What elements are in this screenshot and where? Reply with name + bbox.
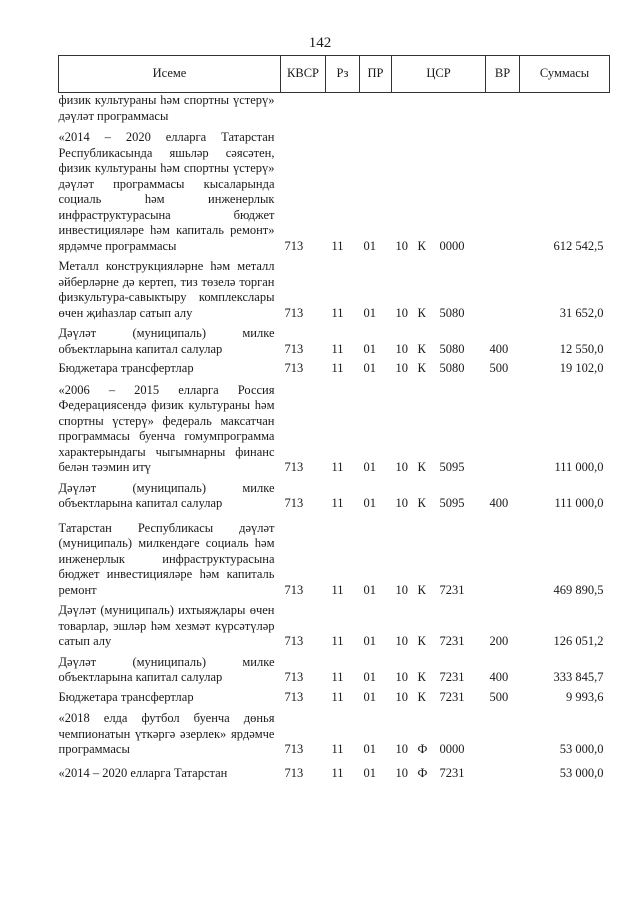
row-tsr-subprogram: К <box>417 305 426 320</box>
table-row <box>59 476 610 512</box>
row-tsr-direction: 5095 <box>439 496 465 510</box>
row-kvsr: 713 <box>284 670 304 684</box>
row-kvsr: 713 <box>284 305 304 320</box>
budget-table <box>58 55 610 781</box>
row-tsr-program: 10 <box>395 361 408 375</box>
row-vr: 400 <box>489 670 509 684</box>
header-pr: ПР <box>360 56 392 93</box>
header-tsr: ЦСР <box>392 56 486 93</box>
row-rz: 11 <box>331 496 344 510</box>
table-row <box>59 512 610 599</box>
row-kvsr: 713 <box>284 689 304 704</box>
table-row <box>59 321 610 357</box>
row-vr <box>486 705 520 758</box>
row-pr: 01 <box>363 496 376 510</box>
row-kvsr: 713 <box>284 742 304 756</box>
row-tsr-subprogram: К <box>417 670 426 684</box>
row-name: Дәүләт (муниципаль) милке объектларына капитал салулар <box>58 326 275 356</box>
row-tsr-direction: 5080 <box>439 305 465 320</box>
row-rz: 11 <box>331 670 344 684</box>
table-row <box>59 124 610 254</box>
row-vr: 200 <box>489 634 509 648</box>
row-kvsr <box>281 93 326 125</box>
row-pr: 01 <box>363 460 376 474</box>
row-vr <box>486 377 520 476</box>
table-row <box>59 377 610 476</box>
table-row <box>59 650 610 686</box>
row-sum: 612 542,5 <box>553 238 604 253</box>
row-kvsr: 713 <box>284 238 304 253</box>
row-name: «2006 – 2015 елларга Россия Федерациясендә физик культураны һәм спортны үстерү» федераль максатчан программасы буенча гомумпрограмма характерындагы чыгымнарны финанс белән тәэмин итү <box>58 382 275 474</box>
row-tsr-program: 10 <box>395 582 408 597</box>
row-name: «2018 елда футбол буенча дөнья чемпионатын үткәргә әзерлек» ярдәмче программасы <box>58 711 275 756</box>
row-sum: 31 652,0 <box>559 305 604 320</box>
row-vr: 500 <box>489 361 509 375</box>
row-pr: 01 <box>363 582 376 597</box>
row-rz: 11 <box>331 341 344 356</box>
row-tsr-program: 10 <box>395 689 408 704</box>
row-vr <box>486 758 520 782</box>
row-name: Дәүләт (муниципаль) ихтыяҗлары өчен товарлар, эшләр һәм хезмәт күрсәтүләр сатып алу <box>58 603 275 648</box>
row-tsr-direction: 0000 <box>439 238 465 253</box>
row-tsr-direction: 5095 <box>439 460 465 474</box>
row-rz: 11 <box>331 460 344 474</box>
table-header-row <box>59 56 610 93</box>
row-sum: 9 993,6 <box>566 689 604 704</box>
row-tsr-subprogram: К <box>417 361 426 375</box>
row-tsr-subprogram: Ф <box>417 765 428 780</box>
row-name: Металл конструкцияләрне һәм металл әйберләрне дә кертеп, тиз төзелә торган физкультура-савыктыру комплекслары өчен җиһазлар сатып алу <box>58 259 275 320</box>
page-number: 142 <box>308 35 332 51</box>
row-tsr-program: 10 <box>395 341 408 356</box>
row-tsr-subprogram <box>416 93 438 125</box>
header-vr: ВР <box>486 56 520 93</box>
row-tsr-direction: 5080 <box>439 341 465 356</box>
row-tsr-program: 10 <box>395 238 408 253</box>
row-kvsr: 713 <box>284 582 304 597</box>
row-sum: 19 102,0 <box>559 361 604 375</box>
header-kvsr: КВСР <box>281 56 326 93</box>
row-vr <box>486 512 520 599</box>
row-tsr-program: 10 <box>395 460 408 474</box>
row-name: Дәүләт (муниципаль) милке объектларына капитал салулар <box>58 654 275 684</box>
table-row <box>59 598 610 650</box>
row-pr: 01 <box>363 689 376 704</box>
row-kvsr: 713 <box>284 460 304 474</box>
table-row <box>59 758 610 782</box>
row-sum: 111 000,0 <box>554 460 604 474</box>
row-rz: 11 <box>331 689 344 704</box>
row-tsr-program: 10 <box>395 742 408 756</box>
row-pr: 01 <box>363 305 376 320</box>
table-row <box>59 357 610 377</box>
row-pr: 01 <box>363 341 376 356</box>
row-tsr-direction: 7231 <box>439 634 465 648</box>
row-pr: 01 <box>363 765 376 780</box>
row-tsr-direction: 7231 <box>439 689 465 704</box>
row-tsr-direction: 7231 <box>439 670 465 684</box>
row-tsr-direction <box>438 93 486 125</box>
row-kvsr: 713 <box>284 634 304 648</box>
table-row <box>59 686 610 706</box>
row-name: «2014 – 2020 елларга Татарстан <box>58 765 228 780</box>
row-kvsr: 713 <box>284 496 304 510</box>
row-tsr-program <box>392 93 416 125</box>
row-name: физик культураны һәм спортны үстерү» дәүләт программасы <box>58 93 275 123</box>
row-tsr-subprogram: К <box>417 460 426 474</box>
row-rz: 11 <box>331 238 344 253</box>
row-tsr-subprogram: К <box>417 582 426 597</box>
row-tsr-direction: 5080 <box>439 361 465 375</box>
row-tsr-subprogram: К <box>417 689 426 704</box>
row-vr: 500 <box>489 689 509 704</box>
row-sum: 111 000,0 <box>554 496 604 510</box>
row-rz: 11 <box>331 742 344 756</box>
row-tsr-program: 10 <box>395 634 408 648</box>
row-name: Бюджетара трансфертлар <box>58 689 194 704</box>
row-vr: 400 <box>489 496 509 510</box>
row-rz: 11 <box>331 634 344 648</box>
row-tsr-subprogram: Ф <box>417 742 428 756</box>
row-rz <box>326 93 360 125</box>
row-tsr-direction: 7231 <box>439 582 465 597</box>
row-sum: 333 845,7 <box>553 670 604 684</box>
row-tsr-program: 10 <box>395 765 408 780</box>
row-tsr-program: 10 <box>395 670 408 684</box>
table-row <box>59 93 610 125</box>
row-tsr-direction: 7231 <box>439 765 465 780</box>
row-name: Дәүләт (муниципаль) милке объектларына капитал салулар <box>58 480 275 510</box>
row-sum: 126 051,2 <box>553 634 604 648</box>
row-sum <box>520 93 610 125</box>
row-tsr-direction: 0000 <box>439 742 465 756</box>
row-rz: 11 <box>331 361 344 375</box>
row-pr: 01 <box>363 742 376 756</box>
row-sum: 53 000,0 <box>559 742 604 756</box>
row-vr <box>486 124 520 254</box>
row-sum: 12 550,0 <box>559 341 604 356</box>
row-pr: 01 <box>363 361 376 375</box>
row-rz: 11 <box>331 305 344 320</box>
row-pr <box>360 93 392 125</box>
row-pr: 01 <box>363 634 376 648</box>
row-name: «2014 – 2020 елларга Татарстан Республикасында яшьләр сәясәтен, физик культураны һәм спортны үстерү» дәүләт программасы кысаларында социаль һәм инженерлык инфраструктурасына бюджет инвестицияләре һәм капиталь ремонт» ярдәмче программасы <box>58 130 275 253</box>
row-vr <box>486 93 520 125</box>
header-sum: Суммасы <box>520 56 610 93</box>
table-row <box>59 254 610 321</box>
row-rz: 11 <box>331 582 344 597</box>
row-tsr-subprogram: К <box>417 496 426 510</box>
row-tsr-subprogram: К <box>417 238 426 253</box>
row-sum: 469 890,5 <box>553 582 604 597</box>
row-name: Татарстан Республикасы дәүләт (муниципаль) милкендәге социаль һәм инженерлык инфраструктурасына бюджет инвестицияләре һәм капиталь ремонт <box>58 520 275 597</box>
row-vr: 400 <box>489 341 509 356</box>
row-name: Бюджетара трансфертлар <box>58 361 194 375</box>
row-kvsr: 713 <box>284 361 304 375</box>
row-vr <box>486 254 520 321</box>
row-tsr-subprogram: К <box>417 634 426 648</box>
row-kvsr: 713 <box>284 765 304 780</box>
row-rz: 11 <box>331 765 344 780</box>
row-pr: 01 <box>363 670 376 684</box>
header-rz: Рз <box>326 56 360 93</box>
row-tsr-program: 10 <box>395 305 408 320</box>
row-pr: 01 <box>363 238 376 253</box>
row-tsr-program: 10 <box>395 496 408 510</box>
row-sum: 53 000,0 <box>559 765 604 780</box>
row-kvsr: 713 <box>284 341 304 356</box>
header-name: Исеме <box>59 56 281 93</box>
row-tsr-subprogram: К <box>417 341 426 356</box>
table-row <box>59 705 610 758</box>
